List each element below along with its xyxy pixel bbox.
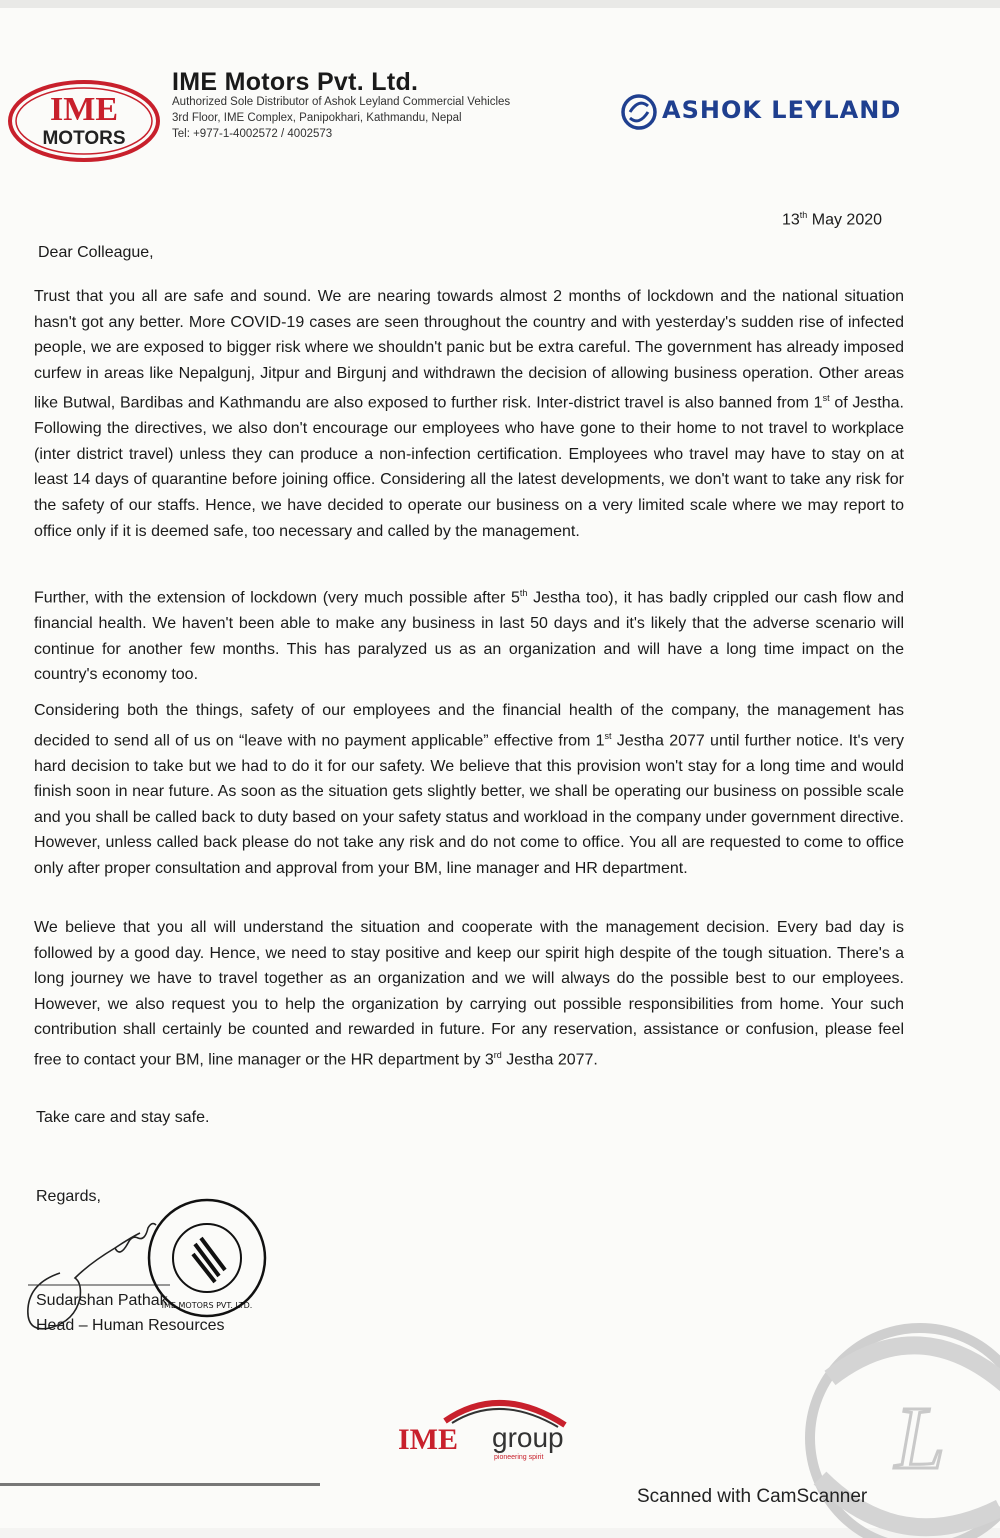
svg-text:IME MOTORS PVT. LTD.: IME MOTORS PVT. LTD. xyxy=(161,1301,253,1310)
paragraph-4: We believe that you all will understand the situation and cooperate with the management decision. Every bad day is followed by a good day. Hence, we need to stay positive and keep our spirit high despite of the tough situation. There's a long journey we have to travel together as an organization and we will always do the possible best to our employees. However, we also request you to help the organization by carrying out possible responsibilities from home. Your such contribution shall certainly be counted and rewarded in future. For any reservation, assistance or confusion, please feel free to contact your BM, line manager or the HR department by 3rd Jestha 2077. xyxy=(34,919,904,1069)
company-tagline: Authorized Sole Distributor of Ashok Leyland Commercial Vehicles xyxy=(172,96,511,108)
signatory-title: Head – Human Resources xyxy=(36,1317,225,1334)
scanner-credit: Scanned with CamScanner xyxy=(637,1486,868,1507)
svg-text:L: L xyxy=(895,1389,946,1488)
svg-text:group: group xyxy=(492,1422,564,1453)
paragraph-1: Trust that you all are safe and sound. We are nearing towards almost 2 months of lockdown and the national situation hasn't got any better. More COVID-19 cases are seen throughout the country and with yesterday's sudden rise of infected people, we are exposed to bigger risk where we shouldn't panic but be extra careful. The government has already imposed curfew in areas like Nepalgunj, Jitpur and Birgunj and withdrawn the decision of allowing business operation. Other areas like Butwal, Bardibas and Kathmandu are also exposed to further risk. Inter-district travel is also banned from 1st of Jestha. Following the directives, we also don't encourage our employees who have gone to their home to not travel to workplace (inter district travel) unless they can produce a non-infection certification. Employees who travel may have to stay on at least 14 days of quarantine before joining office. Considering all the latest developments, we don't want to take any risk for the safety of our staffs. Hence, we have decided to operate our business on a very limited scale where we may report to office only if it is deemed safe, too necessary and called by the management. xyxy=(34,288,904,540)
letter-page xyxy=(0,8,1000,1528)
letter-date: 13th May 2020 xyxy=(782,210,883,229)
salutation: Dear Colleague, xyxy=(38,244,154,261)
paragraph-3: Considering both the things, safety of our employees and the financial health of the company, the management has decided to send all of us on “leave with no payment applicable” effective from 1st Jestha 2077 until further notice. It's very hard decision to take but we had to do it for our safety. We believe that this provision won't stay for a long time and would finish soon in near future. As soon as the situation gets slightly better, we shall be operating our business on possible scale and you shall be called back to duty based on your safety status and workload in the company under government directive. However, unless called back please do not take any risk and do not come to office. You all are requested to come to office only after proper consultation and approval from your BM, line manager and HR department. xyxy=(34,702,904,877)
ime-motors-logo xyxy=(6,78,162,164)
scan-edge-line xyxy=(0,1483,320,1486)
svg-text:IME: IME xyxy=(50,91,118,128)
svg-text:MOTORS: MOTORS xyxy=(42,128,126,149)
svg-text:pioneering spirit: pioneering spirit xyxy=(494,1454,544,1461)
regards: Regards, xyxy=(36,1188,101,1205)
paragraph-2: Further, with the extension of lockdown (very much possible after 5th Jestha too), it has badly crippled our cash flow and financial health. We haven't been able to make any business in last 50 days and it's likely that the adverse scenario will continue for another few months. This has paralyzed us as an organization and will have a long time impact on the country's economy too. xyxy=(34,588,904,684)
company-address: 3rd Floor, IME Complex, Panipokhari, Kathmandu, Nepal xyxy=(172,112,462,124)
signatory-name: Sudarshan Pathak xyxy=(36,1292,168,1309)
company-phone: Tel: +977-1-4002572 / 4002573 xyxy=(172,128,333,140)
scan-top-edge xyxy=(0,0,1000,8)
closing-line: Take care and stay safe. xyxy=(36,1109,210,1126)
ashok-leyland-wordmark: ASHOK LEYLAND xyxy=(662,96,902,124)
ime-group-logo xyxy=(390,1393,590,1473)
company-name: IME Motors Pvt. Ltd. xyxy=(172,68,419,96)
svg-text:IME: IME xyxy=(398,1423,458,1456)
